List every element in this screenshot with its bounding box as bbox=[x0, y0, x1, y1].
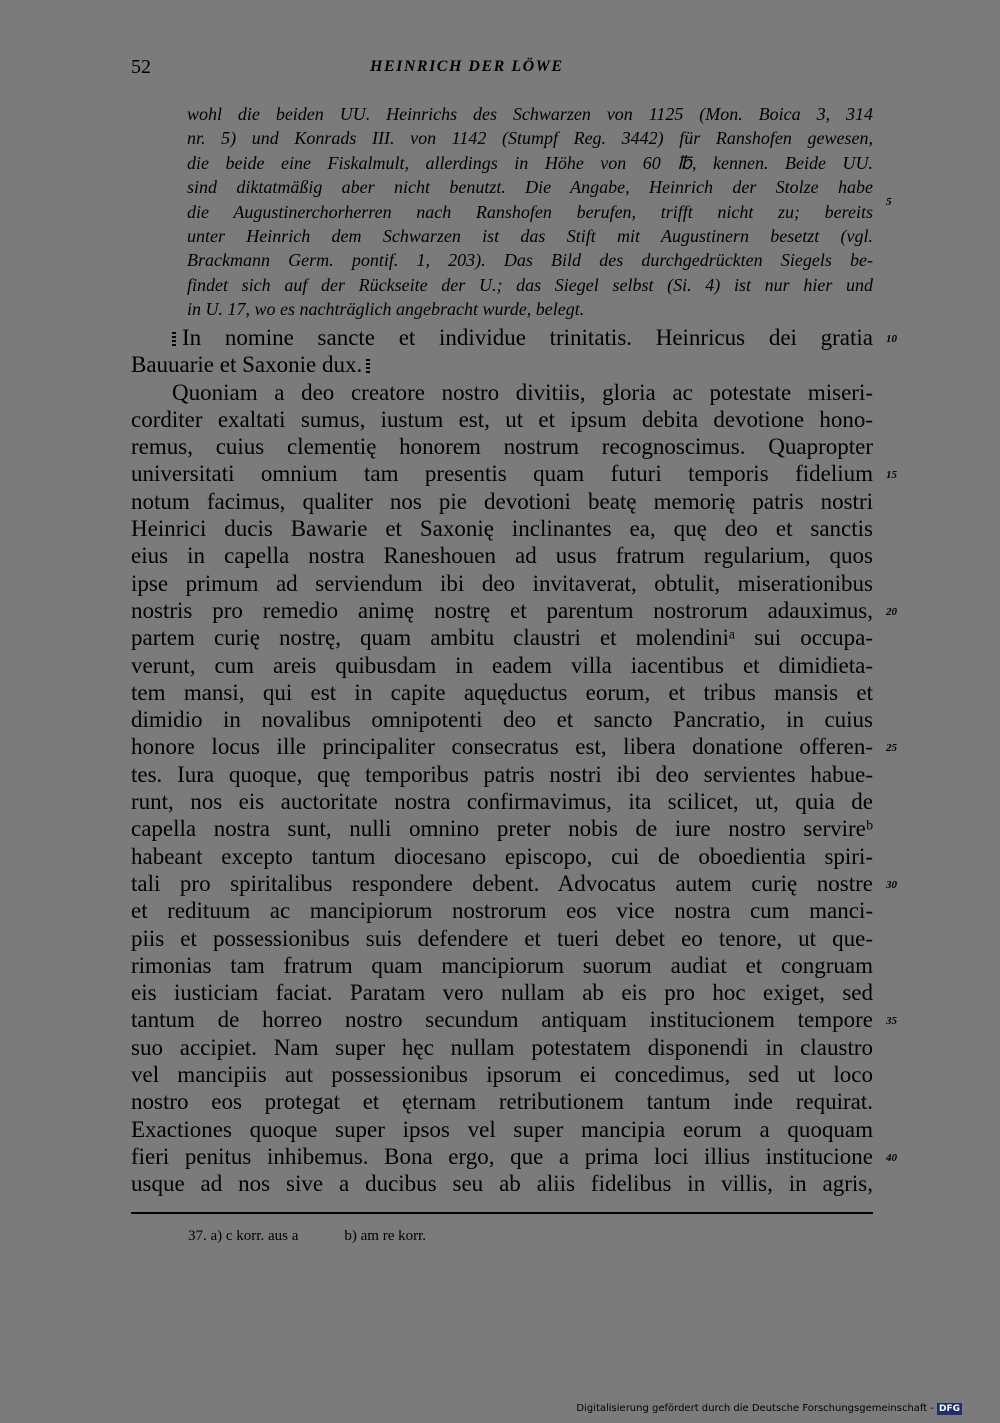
intro-line: nr. 5) und Konrads III. von 1142 (Stumpf Reg. 3442) für Ranshofen gewesen, bbox=[187, 128, 873, 149]
charter-line: remus, cuius clementię honorem nostrum recognoscimus. Quapropter bbox=[131, 434, 873, 460]
charter-line: piis et possessionibus suis defendere et tueri debet eo tenore, ut que- bbox=[131, 925, 873, 951]
intro-line: findet sich auf der Rückseite der U.; das Siegel selbst (Si. 4) ist nur hier und bbox=[187, 274, 873, 295]
charter-line: dimidio in novalibus omnipotenti deo et sancto Pancratio, in cuius bbox=[131, 707, 873, 733]
digitization-credit bbox=[576, 1403, 962, 1415]
charter-line: suo accipiet. Nam super hęc nullam potestatem disponendi in claustro bbox=[131, 1034, 873, 1060]
footnote-rule bbox=[131, 1212, 873, 1214]
charter-line: capella nostra sunt, nulli omnino preter nobis de iure nostro servireᵇ bbox=[131, 816, 873, 842]
charter-line: tes. Iura quoque, quę temporibus patris nostri ibi deo servientes habue- bbox=[131, 761, 873, 787]
charter-line: fieri penitus inhibemus. Bona ergo, que a prima loci illius institucione bbox=[131, 1143, 873, 1169]
intro-line: wohl die beiden UU. Heinrichs des Schwarzen von 1125 (Mon. Boica 3, 314 bbox=[187, 104, 873, 124]
credit-text: Digitalisierung gefördert durch die Deutsche Forschungsgemeinschaft - bbox=[576, 1403, 934, 1414]
charter-line: runt, nos eis auctoritate nostra confirmavimus, ita scilicet, ut, quia de bbox=[131, 789, 873, 815]
charter-line: eis iusticiam faciat. Paratam vero nullam ab eis pro hoc exiget, sed bbox=[131, 980, 873, 1006]
intro-line: die Augustinerchorherren nach Ranshofen berufen, trifft nicht zu; bereits bbox=[187, 201, 873, 222]
charter-line: verunt, cum areis quibusdam in eadem villa iacentibus et dimidieta- bbox=[131, 652, 873, 678]
charter-line: usque ad nos sive a ducibus seu ab aliis fidelibus in villis, in agris, bbox=[131, 1171, 873, 1197]
intro-line: Brackmann Germ. pontif. 1, 203). Das Bild des durchgedrückten Siegels be- bbox=[187, 250, 873, 271]
charter-line: Quoniam a deo creatore nostro divitiis, gloria ac potestate miseri- bbox=[172, 379, 873, 405]
charter-line: rimonias tam fratrum quam mancipiorum suorum audiat et congruam bbox=[131, 952, 873, 978]
charter-line: nostris pro remedio animę nostrę et parentum nostrorum adauximus, bbox=[131, 597, 873, 623]
line-number: 5 bbox=[886, 196, 892, 208]
footnotes bbox=[188, 1228, 426, 1245]
charter-line: eius in capella nostra Raneshouen ad usus fratrum regularium, quos bbox=[131, 543, 873, 569]
intro-line: sind diktatmäßig aber nicht benutzt. Die Angabe, Heinrich der Stolze habe bbox=[187, 177, 873, 198]
line-number: 35 bbox=[886, 1015, 897, 1027]
line-number: 25 bbox=[886, 742, 897, 754]
page-number: 52 bbox=[131, 56, 151, 78]
chrismon-mark bbox=[172, 332, 176, 348]
line-number: 15 bbox=[886, 469, 897, 481]
intro-line: in U. 17, wo es nachträglich angebracht wurde, belegt. bbox=[187, 299, 585, 320]
editorial-introduction bbox=[187, 102, 873, 322]
line-number: 40 bbox=[886, 1152, 897, 1164]
intro-line: unter Heinrich dem Schwarzen ist das Stift mit Augustinern besetzt (vgl. bbox=[187, 226, 873, 247]
charter-line: partem curię nostrę, quam ambitu claustri et molendiniᵃ sui occupa- bbox=[131, 625, 873, 651]
charter-line bbox=[131, 324, 873, 351]
charter-line: ipse primum ad serviendum ibi deo invitaverat, obtulit, miserationibus bbox=[131, 570, 873, 596]
line-number: 10 bbox=[886, 333, 897, 345]
line-number: 30 bbox=[886, 879, 897, 891]
charter-line: Exactiones quoque super ipsos vel super mancipia eorum a quoquam bbox=[131, 1116, 873, 1142]
dfg-logo: DFG bbox=[938, 1404, 960, 1414]
charter-line: honore locus ille principaliter consecratus est, libera donatione offeren- bbox=[131, 734, 873, 760]
charter-line bbox=[131, 351, 873, 378]
running-head: HEINRICH DER LÖWE bbox=[370, 58, 564, 75]
chrismon-mark bbox=[366, 359, 370, 375]
charter-text bbox=[131, 324, 873, 1198]
charter-line: et redituum ac mancipiorum nostrorum eos vice nostra cum manci- bbox=[131, 898, 873, 924]
intro-line: die beide eine Fiskalmult, allerdings in Höhe von 60 ℔, kennen. Beide UU. bbox=[187, 152, 873, 173]
charter-line: nostro eos protegat et ęternam retributionem tantum inde requirat. bbox=[131, 1089, 873, 1115]
charter-line: tali pro spiritalibus respondere debent. Advocatus autem curię nostre bbox=[131, 870, 873, 896]
charter-line: vel mancipiis aut possessionibus ipsorum ei concedimus, sed ut loco bbox=[131, 1062, 873, 1088]
charter-line: universitati omnium tam presentis quam futuri temporis fidelium bbox=[131, 461, 873, 487]
line-number: 20 bbox=[886, 606, 897, 618]
charter-line-text: In nomine sancte et individue trinitatis. Heinricus dei gratia bbox=[182, 325, 873, 350]
footnote-a: 37. a) c korr. aus a bbox=[188, 1228, 299, 1244]
charter-line: Heinrici ducis Bawarie et Saxonię inclinantes ea, quę deo et sanctis bbox=[131, 516, 873, 542]
charter-line: tem mansi, qui est in capite aquęductus eorum, et tribus mansis et bbox=[131, 679, 873, 705]
charter-line: tantum de horreo nostro secundum antiquam institucionem tempore bbox=[131, 1007, 873, 1033]
footnote-b: b) am re korr. bbox=[344, 1228, 427, 1244]
charter-line-text: Bauuarie et Saxonie dux. bbox=[131, 352, 363, 378]
charter-line: corditer exaltati sumus, iustum est, ut et ipsum debita devotione hono- bbox=[131, 406, 873, 432]
charter-line: notum facimus, qualiter nos pie devotioni beatę memorię patris nostri bbox=[131, 488, 873, 514]
charter-line: habeant excepto tantum diocesano episcopo, cui de oboedientia spiri- bbox=[131, 843, 873, 869]
